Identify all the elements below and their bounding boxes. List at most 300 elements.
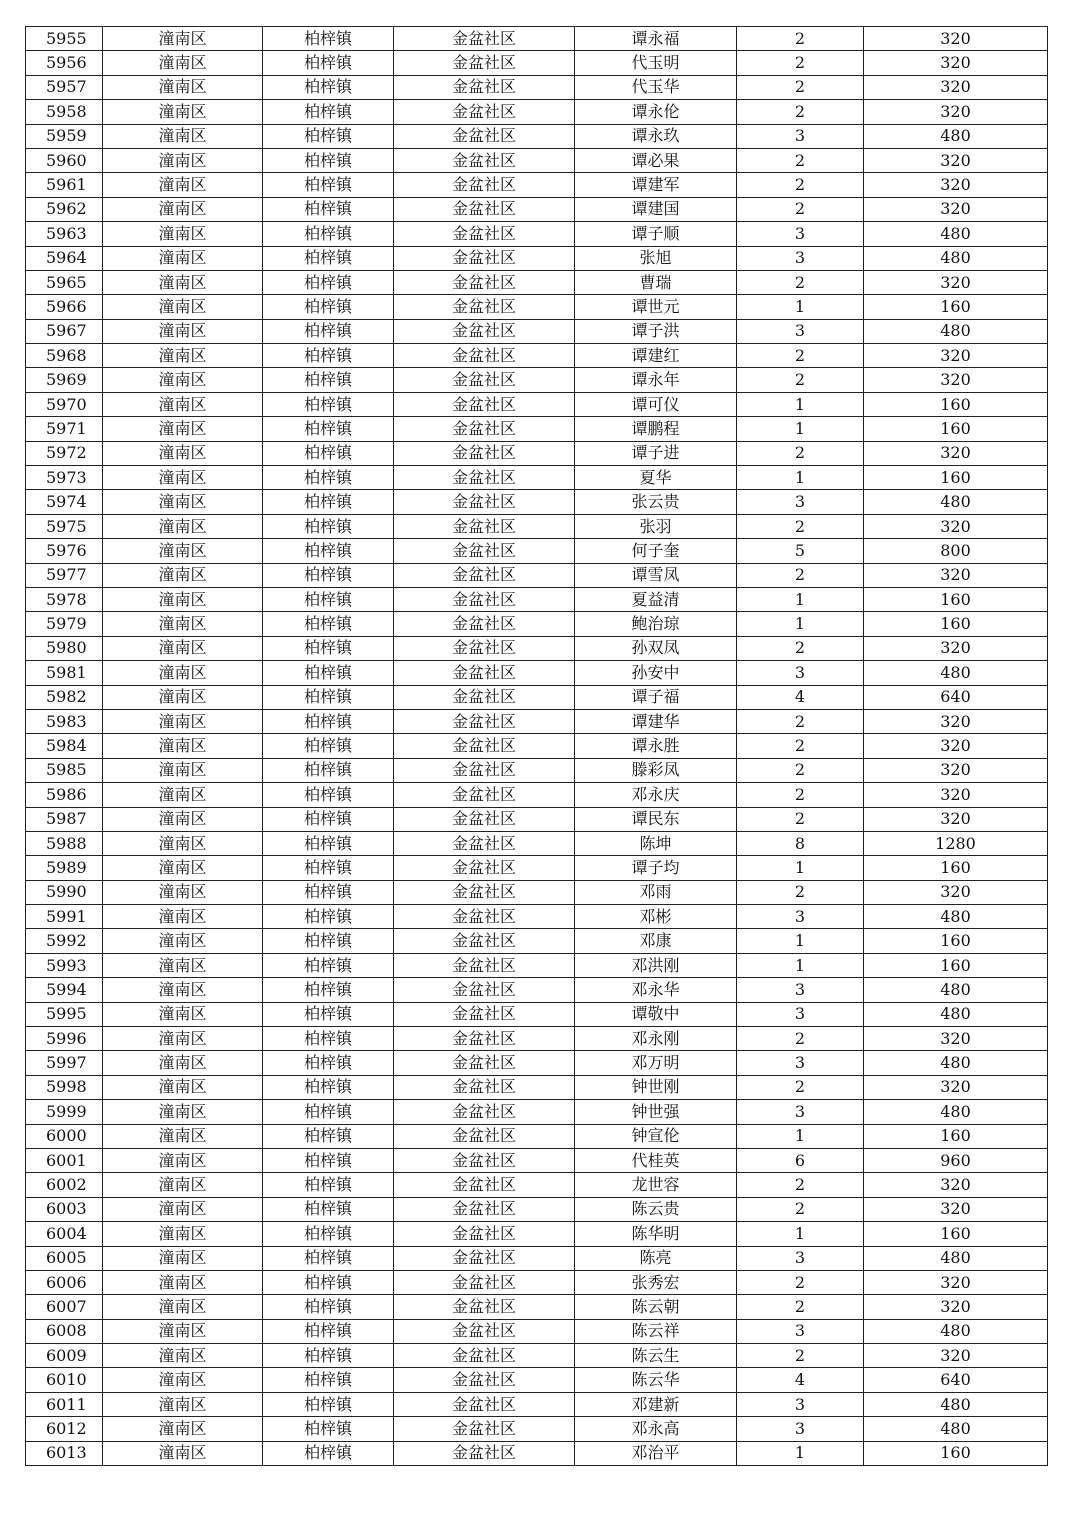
town-cell: 柏梓镇 bbox=[263, 1417, 394, 1441]
count-cell: 3 bbox=[737, 1417, 864, 1441]
community-cell: 金盆社区 bbox=[394, 1319, 575, 1343]
row-number-cell: 5996 bbox=[26, 1027, 103, 1051]
row-number-cell: 5992 bbox=[26, 929, 103, 953]
amount-cell: 320 bbox=[864, 1295, 1048, 1319]
row-number-cell: 5972 bbox=[26, 441, 103, 465]
district-cell: 潼南区 bbox=[103, 27, 263, 51]
row-number-cell: 5991 bbox=[26, 905, 103, 929]
name-cell: 邓洪刚 bbox=[575, 953, 737, 977]
amount-cell: 480 bbox=[864, 1417, 1048, 1441]
row-number-cell: 5994 bbox=[26, 978, 103, 1002]
amount-cell: 320 bbox=[864, 758, 1048, 782]
row-number-cell: 5979 bbox=[26, 612, 103, 636]
amount-cell: 320 bbox=[864, 270, 1048, 294]
town-cell: 柏梓镇 bbox=[263, 392, 394, 416]
district-cell: 潼南区 bbox=[103, 539, 263, 563]
amount-cell: 160 bbox=[864, 1441, 1048, 1465]
amount-cell: 320 bbox=[864, 27, 1048, 51]
town-cell: 柏梓镇 bbox=[263, 1173, 394, 1197]
name-cell: 滕彩凤 bbox=[575, 758, 737, 782]
table-row bbox=[26, 661, 1048, 685]
community-cell: 金盆社区 bbox=[394, 563, 575, 587]
row-number-cell: 5975 bbox=[26, 514, 103, 538]
table-row bbox=[26, 1417, 1048, 1441]
row-number-cell: 5963 bbox=[26, 222, 103, 246]
name-cell: 谭子顺 bbox=[575, 222, 737, 246]
name-cell: 谭建华 bbox=[575, 709, 737, 733]
row-number-cell: 6002 bbox=[26, 1173, 103, 1197]
name-cell: 陈华明 bbox=[575, 1222, 737, 1246]
district-cell: 潼南区 bbox=[103, 1197, 263, 1221]
amount-cell: 320 bbox=[864, 344, 1048, 368]
name-cell: 邓康 bbox=[575, 929, 737, 953]
district-cell: 潼南区 bbox=[103, 734, 263, 758]
town-cell: 柏梓镇 bbox=[263, 246, 394, 270]
row-number-cell: 5962 bbox=[26, 197, 103, 221]
community-cell: 金盆社区 bbox=[394, 880, 575, 904]
row-number-cell: 6011 bbox=[26, 1392, 103, 1416]
count-cell: 2 bbox=[737, 563, 864, 587]
count-cell: 6 bbox=[737, 1148, 864, 1172]
table-row bbox=[26, 880, 1048, 904]
row-number-cell: 6003 bbox=[26, 1197, 103, 1221]
table-row bbox=[26, 929, 1048, 953]
community-cell: 金盆社区 bbox=[394, 1417, 575, 1441]
table-row bbox=[26, 368, 1048, 392]
district-cell: 潼南区 bbox=[103, 392, 263, 416]
count-cell: 2 bbox=[737, 1295, 864, 1319]
count-cell: 2 bbox=[737, 148, 864, 172]
name-cell: 陈云朝 bbox=[575, 1295, 737, 1319]
name-cell: 钟世刚 bbox=[575, 1075, 737, 1099]
town-cell: 柏梓镇 bbox=[263, 1075, 394, 1099]
table-row bbox=[26, 1027, 1048, 1051]
name-cell: 谭永伦 bbox=[575, 100, 737, 124]
town-cell: 柏梓镇 bbox=[263, 905, 394, 929]
town-cell: 柏梓镇 bbox=[263, 490, 394, 514]
table-row bbox=[26, 709, 1048, 733]
community-cell: 金盆社区 bbox=[394, 368, 575, 392]
district-cell: 潼南区 bbox=[103, 1100, 263, 1124]
town-cell: 柏梓镇 bbox=[263, 368, 394, 392]
count-cell: 2 bbox=[737, 880, 864, 904]
town-cell: 柏梓镇 bbox=[263, 1319, 394, 1343]
name-cell: 张旭 bbox=[575, 246, 737, 270]
district-cell: 潼南区 bbox=[103, 1246, 263, 1270]
amount-cell: 320 bbox=[864, 100, 1048, 124]
table-row bbox=[26, 856, 1048, 880]
district-cell: 潼南区 bbox=[103, 636, 263, 660]
row-number-cell: 5958 bbox=[26, 100, 103, 124]
count-cell: 3 bbox=[737, 124, 864, 148]
district-cell: 潼南区 bbox=[103, 1148, 263, 1172]
town-cell: 柏梓镇 bbox=[263, 783, 394, 807]
community-cell: 金盆社区 bbox=[394, 685, 575, 709]
community-cell: 金盆社区 bbox=[394, 612, 575, 636]
table-row bbox=[26, 734, 1048, 758]
district-cell: 潼南区 bbox=[103, 978, 263, 1002]
name-cell: 邓永庆 bbox=[575, 783, 737, 807]
count-cell: 1 bbox=[737, 953, 864, 977]
count-cell: 2 bbox=[737, 1075, 864, 1099]
community-cell: 金盆社区 bbox=[394, 148, 575, 172]
amount-cell: 160 bbox=[864, 929, 1048, 953]
community-cell: 金盆社区 bbox=[394, 222, 575, 246]
row-number-cell: 5986 bbox=[26, 783, 103, 807]
count-cell: 3 bbox=[737, 1246, 864, 1270]
community-cell: 金盆社区 bbox=[394, 1246, 575, 1270]
count-cell: 1 bbox=[737, 587, 864, 611]
count-cell: 2 bbox=[737, 1027, 864, 1051]
row-number-cell: 5969 bbox=[26, 368, 103, 392]
amount-cell: 480 bbox=[864, 661, 1048, 685]
table-row bbox=[26, 100, 1048, 124]
count-cell: 8 bbox=[737, 831, 864, 855]
name-cell: 谭世元 bbox=[575, 295, 737, 319]
amount-cell: 480 bbox=[864, 490, 1048, 514]
amount-cell: 160 bbox=[864, 612, 1048, 636]
community-cell: 金盆社区 bbox=[394, 1124, 575, 1148]
name-cell: 谭子进 bbox=[575, 441, 737, 465]
community-cell: 金盆社区 bbox=[394, 246, 575, 270]
name-cell: 谭建国 bbox=[575, 197, 737, 221]
table-row bbox=[26, 807, 1048, 831]
amount-cell: 1280 bbox=[864, 831, 1048, 855]
community-cell: 金盆社区 bbox=[394, 831, 575, 855]
district-cell: 潼南区 bbox=[103, 783, 263, 807]
table-row bbox=[26, 344, 1048, 368]
count-cell: 2 bbox=[737, 758, 864, 782]
amount-cell: 480 bbox=[864, 222, 1048, 246]
count-cell: 4 bbox=[737, 1368, 864, 1392]
district-cell: 潼南区 bbox=[103, 295, 263, 319]
count-cell: 2 bbox=[737, 197, 864, 221]
amount-cell: 160 bbox=[864, 587, 1048, 611]
row-number-cell: 6004 bbox=[26, 1222, 103, 1246]
amount-cell: 160 bbox=[864, 392, 1048, 416]
table-row bbox=[26, 758, 1048, 782]
table-row bbox=[26, 75, 1048, 99]
town-cell: 柏梓镇 bbox=[263, 1246, 394, 1270]
amount-cell: 320 bbox=[864, 1344, 1048, 1368]
count-cell: 3 bbox=[737, 978, 864, 1002]
district-cell: 潼南区 bbox=[103, 880, 263, 904]
count-cell: 1 bbox=[737, 295, 864, 319]
row-number-cell: 5964 bbox=[26, 246, 103, 270]
community-cell: 金盆社区 bbox=[394, 124, 575, 148]
row-number-cell: 5976 bbox=[26, 539, 103, 563]
community-cell: 金盆社区 bbox=[394, 75, 575, 99]
row-number-cell: 6012 bbox=[26, 1417, 103, 1441]
row-number-cell: 5967 bbox=[26, 319, 103, 343]
community-cell: 金盆社区 bbox=[394, 539, 575, 563]
name-cell: 谭永胜 bbox=[575, 734, 737, 758]
district-cell: 潼南区 bbox=[103, 563, 263, 587]
row-number-cell: 5997 bbox=[26, 1051, 103, 1075]
name-cell: 陈云祥 bbox=[575, 1319, 737, 1343]
district-cell: 潼南区 bbox=[103, 1075, 263, 1099]
town-cell: 柏梓镇 bbox=[263, 514, 394, 538]
name-cell: 钟世强 bbox=[575, 1100, 737, 1124]
town-cell: 柏梓镇 bbox=[263, 587, 394, 611]
community-cell: 金盆社区 bbox=[394, 514, 575, 538]
row-number-cell: 6001 bbox=[26, 1148, 103, 1172]
district-cell: 潼南区 bbox=[103, 758, 263, 782]
town-cell: 柏梓镇 bbox=[263, 758, 394, 782]
table-row bbox=[26, 539, 1048, 563]
table-row bbox=[26, 1368, 1048, 1392]
community-cell: 金盆社区 bbox=[394, 100, 575, 124]
table-row bbox=[26, 1100, 1048, 1124]
row-number-cell: 5966 bbox=[26, 295, 103, 319]
name-cell: 陈亮 bbox=[575, 1246, 737, 1270]
district-cell: 潼南区 bbox=[103, 661, 263, 685]
row-number-cell: 6009 bbox=[26, 1344, 103, 1368]
count-cell: 1 bbox=[737, 417, 864, 441]
count-cell: 1 bbox=[737, 856, 864, 880]
count-cell: 3 bbox=[737, 1002, 864, 1026]
table-row bbox=[26, 514, 1048, 538]
community-cell: 金盆社区 bbox=[394, 1295, 575, 1319]
town-cell: 柏梓镇 bbox=[263, 685, 394, 709]
table-row bbox=[26, 978, 1048, 1002]
table-row bbox=[26, 1173, 1048, 1197]
table-row bbox=[26, 1197, 1048, 1221]
row-number-cell: 5965 bbox=[26, 270, 103, 294]
count-cell: 2 bbox=[737, 441, 864, 465]
table-row bbox=[26, 1392, 1048, 1416]
district-cell: 潼南区 bbox=[103, 1441, 263, 1465]
district-cell: 潼南区 bbox=[103, 1417, 263, 1441]
name-cell: 谭必果 bbox=[575, 148, 737, 172]
district-cell: 潼南区 bbox=[103, 1173, 263, 1197]
row-number-cell: 5988 bbox=[26, 831, 103, 855]
district-cell: 潼南区 bbox=[103, 685, 263, 709]
count-cell: 3 bbox=[737, 246, 864, 270]
community-cell: 金盆社区 bbox=[394, 1027, 575, 1051]
name-cell: 谭可仪 bbox=[575, 392, 737, 416]
town-cell: 柏梓镇 bbox=[263, 856, 394, 880]
name-cell: 钟宣伦 bbox=[575, 1124, 737, 1148]
name-cell: 邓永高 bbox=[575, 1417, 737, 1441]
count-cell: 3 bbox=[737, 905, 864, 929]
row-number-cell: 5984 bbox=[26, 734, 103, 758]
table-row bbox=[26, 1148, 1048, 1172]
community-cell: 金盆社区 bbox=[394, 758, 575, 782]
district-cell: 潼南区 bbox=[103, 1319, 263, 1343]
table-row bbox=[26, 1270, 1048, 1294]
count-cell: 1 bbox=[737, 1124, 864, 1148]
table-row bbox=[26, 636, 1048, 660]
row-number-cell: 5974 bbox=[26, 490, 103, 514]
row-number-cell: 5987 bbox=[26, 807, 103, 831]
district-cell: 潼南区 bbox=[103, 51, 263, 75]
name-cell: 陈坤 bbox=[575, 831, 737, 855]
table-row bbox=[26, 1075, 1048, 1099]
table-row bbox=[26, 270, 1048, 294]
amount-cell: 320 bbox=[864, 197, 1048, 221]
town-cell: 柏梓镇 bbox=[263, 709, 394, 733]
row-number-cell: 6007 bbox=[26, 1295, 103, 1319]
table-row bbox=[26, 1319, 1048, 1343]
count-cell: 2 bbox=[737, 514, 864, 538]
amount-cell: 480 bbox=[864, 1392, 1048, 1416]
district-cell: 潼南区 bbox=[103, 417, 263, 441]
community-cell: 金盆社区 bbox=[394, 417, 575, 441]
table-row bbox=[26, 319, 1048, 343]
table-row bbox=[26, 466, 1048, 490]
count-cell: 2 bbox=[737, 344, 864, 368]
name-cell: 谭民东 bbox=[575, 807, 737, 831]
name-cell: 张羽 bbox=[575, 514, 737, 538]
amount-cell: 320 bbox=[864, 75, 1048, 99]
name-cell: 谭子洪 bbox=[575, 319, 737, 343]
name-cell: 代桂英 bbox=[575, 1148, 737, 1172]
count-cell: 2 bbox=[737, 783, 864, 807]
community-cell: 金盆社区 bbox=[394, 441, 575, 465]
row-number-cell: 5957 bbox=[26, 75, 103, 99]
town-cell: 柏梓镇 bbox=[263, 929, 394, 953]
table-row bbox=[26, 953, 1048, 977]
row-number-cell: 6008 bbox=[26, 1319, 103, 1343]
count-cell: 2 bbox=[737, 173, 864, 197]
name-cell: 孙安中 bbox=[575, 661, 737, 685]
district-cell: 潼南区 bbox=[103, 807, 263, 831]
community-cell: 金盆社区 bbox=[394, 490, 575, 514]
table-row bbox=[26, 417, 1048, 441]
district-cell: 潼南区 bbox=[103, 831, 263, 855]
data-table bbox=[25, 26, 1048, 1466]
table-row bbox=[26, 685, 1048, 709]
table-row bbox=[26, 124, 1048, 148]
name-cell: 谭鹏程 bbox=[575, 417, 737, 441]
community-cell: 金盆社区 bbox=[394, 953, 575, 977]
community-cell: 金盆社区 bbox=[394, 929, 575, 953]
row-number-cell: 5960 bbox=[26, 148, 103, 172]
community-cell: 金盆社区 bbox=[394, 1441, 575, 1465]
amount-cell: 160 bbox=[864, 1124, 1048, 1148]
amount-cell: 480 bbox=[864, 1051, 1048, 1075]
district-cell: 潼南区 bbox=[103, 1124, 263, 1148]
district-cell: 潼南区 bbox=[103, 124, 263, 148]
row-number-cell: 5961 bbox=[26, 173, 103, 197]
table-row bbox=[26, 295, 1048, 319]
town-cell: 柏梓镇 bbox=[263, 953, 394, 977]
community-cell: 金盆社区 bbox=[394, 1392, 575, 1416]
town-cell: 柏梓镇 bbox=[263, 807, 394, 831]
town-cell: 柏梓镇 bbox=[263, 734, 394, 758]
community-cell: 金盆社区 bbox=[394, 1100, 575, 1124]
row-number-cell: 5990 bbox=[26, 880, 103, 904]
name-cell: 谭雪凤 bbox=[575, 563, 737, 587]
row-number-cell: 6000 bbox=[26, 1124, 103, 1148]
row-number-cell: 5981 bbox=[26, 661, 103, 685]
name-cell: 邓雨 bbox=[575, 880, 737, 904]
count-cell: 1 bbox=[737, 392, 864, 416]
count-cell: 2 bbox=[737, 1270, 864, 1294]
table-row bbox=[26, 51, 1048, 75]
amount-cell: 320 bbox=[864, 173, 1048, 197]
row-number-cell: 5989 bbox=[26, 856, 103, 880]
town-cell: 柏梓镇 bbox=[263, 1100, 394, 1124]
row-number-cell: 5985 bbox=[26, 758, 103, 782]
count-cell: 2 bbox=[737, 51, 864, 75]
name-cell: 鲍治琼 bbox=[575, 612, 737, 636]
table-row bbox=[26, 612, 1048, 636]
count-cell: 4 bbox=[737, 685, 864, 709]
town-cell: 柏梓镇 bbox=[263, 173, 394, 197]
table-row bbox=[26, 197, 1048, 221]
table-body bbox=[26, 27, 1048, 1466]
count-cell: 3 bbox=[737, 490, 864, 514]
amount-cell: 320 bbox=[864, 441, 1048, 465]
row-number-cell: 6006 bbox=[26, 1270, 103, 1294]
name-cell: 谭建红 bbox=[575, 344, 737, 368]
name-cell: 陈云华 bbox=[575, 1368, 737, 1392]
town-cell: 柏梓镇 bbox=[263, 1441, 394, 1465]
amount-cell: 320 bbox=[864, 636, 1048, 660]
community-cell: 金盆社区 bbox=[394, 1173, 575, 1197]
table-row bbox=[26, 1222, 1048, 1246]
table-row bbox=[26, 1295, 1048, 1319]
row-number-cell: 5955 bbox=[26, 27, 103, 51]
amount-cell: 800 bbox=[864, 539, 1048, 563]
district-cell: 潼南区 bbox=[103, 1392, 263, 1416]
town-cell: 柏梓镇 bbox=[263, 978, 394, 1002]
amount-cell: 320 bbox=[864, 368, 1048, 392]
table-row bbox=[26, 563, 1048, 587]
town-cell: 柏梓镇 bbox=[263, 1148, 394, 1172]
community-cell: 金盆社区 bbox=[394, 807, 575, 831]
amount-cell: 480 bbox=[864, 124, 1048, 148]
name-cell: 谭永玖 bbox=[575, 124, 737, 148]
name-cell: 邓万明 bbox=[575, 1051, 737, 1075]
district-cell: 潼南区 bbox=[103, 246, 263, 270]
count-cell: 2 bbox=[737, 270, 864, 294]
name-cell: 夏益清 bbox=[575, 587, 737, 611]
name-cell: 邓治平 bbox=[575, 1441, 737, 1465]
count-cell: 3 bbox=[737, 1051, 864, 1075]
district-cell: 潼南区 bbox=[103, 148, 263, 172]
count-cell: 3 bbox=[737, 319, 864, 343]
table-row bbox=[26, 1124, 1048, 1148]
town-cell: 柏梓镇 bbox=[263, 295, 394, 319]
count-cell: 2 bbox=[737, 1197, 864, 1221]
town-cell: 柏梓镇 bbox=[263, 1392, 394, 1416]
table-row bbox=[26, 222, 1048, 246]
amount-cell: 320 bbox=[864, 148, 1048, 172]
count-cell: 2 bbox=[737, 807, 864, 831]
count-cell: 1 bbox=[737, 1222, 864, 1246]
name-cell: 谭永福 bbox=[575, 27, 737, 51]
town-cell: 柏梓镇 bbox=[263, 222, 394, 246]
amount-cell: 320 bbox=[864, 1197, 1048, 1221]
amount-cell: 320 bbox=[864, 1075, 1048, 1099]
amount-cell: 160 bbox=[864, 417, 1048, 441]
row-number-cell: 5973 bbox=[26, 466, 103, 490]
district-cell: 潼南区 bbox=[103, 1222, 263, 1246]
town-cell: 柏梓镇 bbox=[263, 1368, 394, 1392]
community-cell: 金盆社区 bbox=[394, 856, 575, 880]
count-cell: 2 bbox=[737, 1344, 864, 1368]
town-cell: 柏梓镇 bbox=[263, 466, 394, 490]
name-cell: 邓永刚 bbox=[575, 1027, 737, 1051]
name-cell: 张云贵 bbox=[575, 490, 737, 514]
town-cell: 柏梓镇 bbox=[263, 1124, 394, 1148]
community-cell: 金盆社区 bbox=[394, 466, 575, 490]
district-cell: 潼南区 bbox=[103, 173, 263, 197]
town-cell: 柏梓镇 bbox=[263, 344, 394, 368]
